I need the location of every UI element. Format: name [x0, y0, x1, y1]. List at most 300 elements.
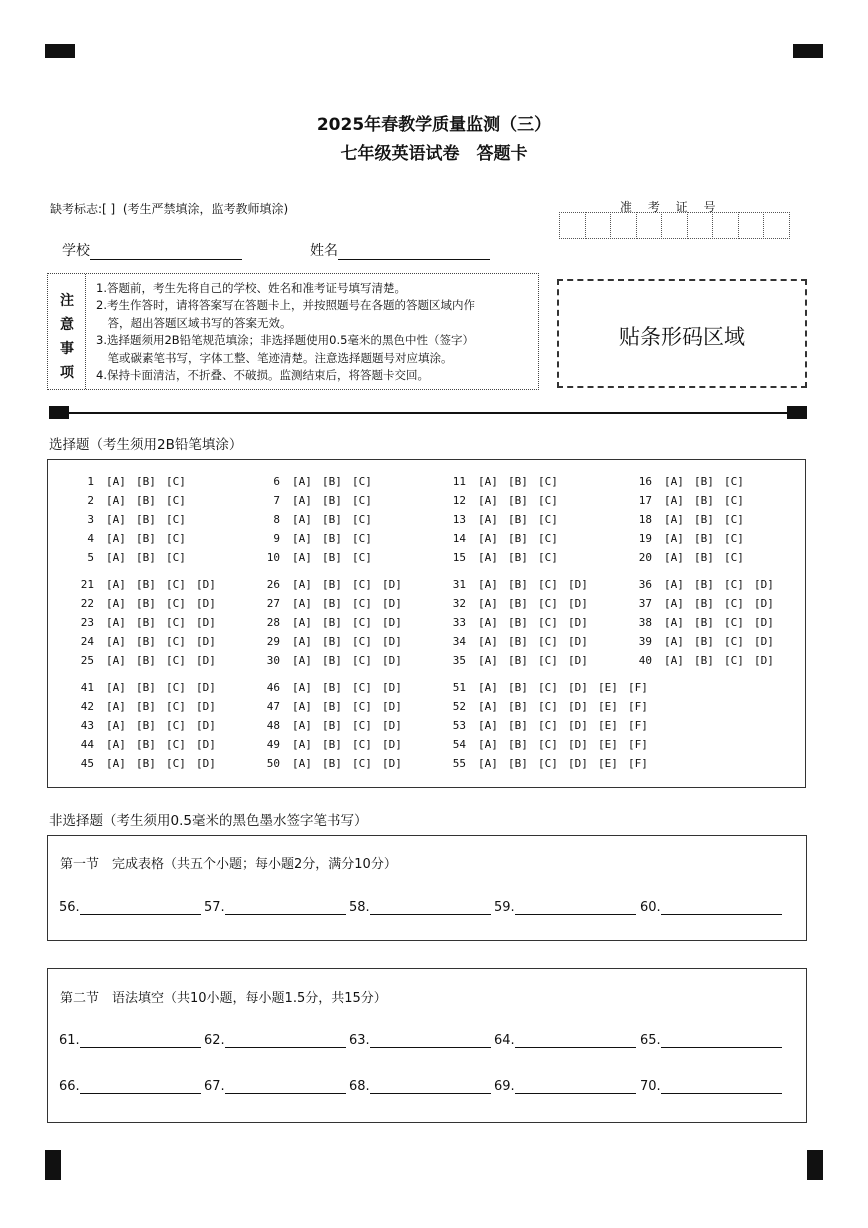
barcode-area	[557, 279, 807, 388]
answer-bubble[interactable]: [A]	[106, 738, 126, 751]
answer-bubble[interactable]: [C]	[352, 494, 372, 507]
answer-bubble[interactable]: [E]	[598, 719, 618, 732]
answer-bubble[interactable]: [D]	[196, 681, 216, 694]
answer-bubble[interactable]: [D]	[568, 578, 588, 591]
answer-bubble[interactable]: [B]	[322, 738, 342, 751]
answer-bubble[interactable]: [B]	[508, 597, 528, 610]
answer-bubble[interactable]: [B]	[508, 719, 528, 732]
fill-blank[interactable]	[494, 1079, 636, 1094]
answer-bubble[interactable]: [C]	[538, 532, 558, 545]
answer-bubble[interactable]: [A]	[664, 635, 684, 648]
mcq-question-row	[624, 616, 784, 630]
school-field[interactable]	[62, 240, 242, 260]
answer-bubble[interactable]: [D]	[754, 654, 774, 667]
question-number: 32	[452, 597, 466, 610]
answer-bubble[interactable]: [B]	[694, 475, 714, 488]
answer-bubble[interactable]: [B]	[136, 700, 156, 713]
answer-bubble[interactable]: [C]	[166, 738, 186, 751]
answer-bubble[interactable]: [B]	[136, 578, 156, 591]
answer-bubble[interactable]: [A]	[478, 551, 498, 564]
question-number: 36	[638, 578, 652, 591]
answer-bubble[interactable]: [B]	[136, 757, 156, 770]
answer-bubble[interactable]: [B]	[322, 597, 342, 610]
exam-id-cell[interactable]	[687, 212, 714, 239]
fill-blank[interactable]	[640, 1033, 782, 1048]
answer-bubble[interactable]: [D]	[196, 616, 216, 629]
answer-bubble[interactable]: [B]	[508, 494, 528, 507]
answer-bubble[interactable]: [B]	[322, 654, 342, 667]
answer-bubble[interactable]: [B]	[694, 513, 714, 526]
answer-bubble[interactable]: [C]	[352, 513, 372, 526]
fill-blank[interactable]	[59, 900, 201, 915]
blank-line[interactable]	[370, 1034, 491, 1048]
absent-mark-label: 缺考标志:[ ] (考生严禁填涂，监考教师填涂)	[50, 202, 289, 216]
answer-bubble[interactable]: [F]	[628, 719, 648, 732]
answer-bubble[interactable]: [C]	[166, 475, 186, 488]
answer-bubble[interactable]: [A]	[478, 681, 498, 694]
answer-bubble[interactable]: [A]	[292, 654, 312, 667]
answer-bubble[interactable]: [C]	[166, 681, 186, 694]
answer-bubble[interactable]: [C]	[352, 597, 372, 610]
answer-bubble[interactable]: [A]	[292, 532, 312, 545]
answer-bubble[interactable]: [B]	[508, 681, 528, 694]
answer-bubble[interactable]: [A]	[292, 757, 312, 770]
fill-blank[interactable]	[204, 1079, 346, 1094]
answer-bubble[interactable]: [B]	[694, 494, 714, 507]
answer-bubble[interactable]: [A]	[106, 532, 126, 545]
answer-bubble[interactable]: [B]	[694, 532, 714, 545]
question-number: 6	[273, 475, 280, 488]
answer-bubble[interactable]: [B]	[322, 475, 342, 488]
answer-bubble[interactable]: [C]	[166, 700, 186, 713]
answer-bubble[interactable]: [B]	[322, 578, 342, 591]
answer-bubble[interactable]: [C]	[724, 551, 744, 564]
answer-bubble[interactable]: [D]	[382, 616, 402, 629]
answer-bubble[interactable]: [B]	[508, 738, 528, 751]
answer-bubble[interactable]: [A]	[478, 700, 498, 713]
separator-line	[68, 412, 788, 414]
name-label: 姓名	[310, 243, 338, 259]
answer-bubble[interactable]: [E]	[598, 738, 618, 751]
answer-bubble[interactable]: [A]	[478, 757, 498, 770]
answer-bubble[interactable]: [D]	[754, 597, 774, 610]
answer-bubble[interactable]: [C]	[724, 635, 744, 648]
blank-line[interactable]	[225, 1034, 346, 1048]
mcq-question-row	[252, 700, 412, 714]
answer-bubble[interactable]: [A]	[664, 475, 684, 488]
answer-bubble[interactable]: [E]	[598, 757, 618, 770]
exam-id-cell[interactable]	[661, 212, 688, 239]
answer-bubble[interactable]: [C]	[724, 654, 744, 667]
notice-side-char: 意	[60, 317, 74, 333]
answer-bubble[interactable]: [B]	[694, 578, 714, 591]
blank-line[interactable]	[80, 1080, 201, 1094]
mcq-question-row	[66, 635, 226, 649]
answer-bubble[interactable]: [C]	[166, 757, 186, 770]
answer-bubble[interactable]: [B]	[136, 597, 156, 610]
answer-bubble[interactable]: [B]	[136, 616, 156, 629]
answer-bubble[interactable]: [D]	[196, 700, 216, 713]
fill-blank[interactable]	[204, 900, 346, 915]
answer-bubble[interactable]: [C]	[352, 551, 372, 564]
fill-blank[interactable]	[349, 1033, 491, 1048]
answer-bubble[interactable]: [D]	[568, 635, 588, 648]
mcq-question-row	[624, 654, 784, 668]
answer-bubble[interactable]: [C]	[166, 551, 186, 564]
answer-bubble[interactable]: [E]	[598, 681, 618, 694]
answer-bubble[interactable]: [C]	[352, 719, 372, 732]
answer-bubble[interactable]: [A]	[106, 700, 126, 713]
answer-bubble[interactable]: [C]	[166, 635, 186, 648]
answer-bubble[interactable]: [C]	[352, 578, 372, 591]
answer-bubble[interactable]: [C]	[166, 578, 186, 591]
answer-bubble[interactable]: [B]	[136, 635, 156, 648]
answer-bubble[interactable]: [A]	[106, 578, 126, 591]
answer-bubble[interactable]: [B]	[694, 635, 714, 648]
blank-line[interactable]	[225, 901, 346, 915]
blank-line[interactable]	[515, 1080, 636, 1094]
answer-bubble[interactable]: [C]	[538, 551, 558, 564]
answer-bubble[interactable]: [C]	[538, 494, 558, 507]
blank-line[interactable]	[80, 1034, 201, 1048]
answer-bubble[interactable]: [C]	[538, 738, 558, 751]
mcq-question-row	[252, 532, 382, 546]
answer-bubble[interactable]: [A]	[106, 616, 126, 629]
answer-bubble[interactable]: [D]	[196, 597, 216, 610]
answer-bubble[interactable]: [C]	[166, 513, 186, 526]
answer-bubble[interactable]: [C]	[538, 757, 558, 770]
answer-bubble[interactable]: [A]	[292, 700, 312, 713]
answer-bubble[interactable]: [C]	[352, 635, 372, 648]
answer-bubble[interactable]: [A]	[106, 635, 126, 648]
answer-bubble[interactable]: [C]	[538, 719, 558, 732]
answer-bubble[interactable]: [A]	[292, 597, 312, 610]
answer-bubble[interactable]: [D]	[568, 654, 588, 667]
answer-bubble[interactable]: [A]	[478, 597, 498, 610]
answer-bubble[interactable]: [C]	[724, 597, 744, 610]
answer-bubble[interactable]: [D]	[568, 681, 588, 694]
answer-bubble[interactable]: [D]	[754, 616, 774, 629]
answer-bubble[interactable]: [C]	[724, 513, 744, 526]
name-field[interactable]	[310, 240, 490, 260]
blank-line[interactable]	[515, 1034, 636, 1048]
answer-bubble[interactable]: [F]	[628, 738, 648, 751]
answer-bubble[interactable]: [B]	[322, 494, 342, 507]
exam-id-cell[interactable]	[636, 212, 663, 239]
answer-bubble[interactable]: [A]	[664, 597, 684, 610]
answer-bubble[interactable]: [A]	[664, 513, 684, 526]
answer-bubble[interactable]: [B]	[694, 597, 714, 610]
answer-bubble[interactable]: [A]	[292, 616, 312, 629]
blank-line[interactable]	[515, 901, 636, 915]
answer-bubble[interactable]: [B]	[322, 513, 342, 526]
fill-blank[interactable]	[59, 1079, 201, 1094]
answer-bubble[interactable]: [B]	[508, 475, 528, 488]
mcq-question-row	[624, 597, 784, 611]
section1-title: 第一节 完成表格（共五个小题；每小题2分，满分10分）	[60, 857, 397, 872]
answer-bubble[interactable]: [B]	[136, 475, 156, 488]
answer-bubble[interactable]: [B]	[508, 635, 528, 648]
mcq-question-row	[438, 700, 658, 714]
answer-bubble[interactable]: [B]	[136, 532, 156, 545]
answer-bubble[interactable]: [A]	[478, 654, 498, 667]
answer-bubble[interactable]: [D]	[382, 719, 402, 732]
answer-bubble[interactable]: [D]	[568, 757, 588, 770]
answer-bubble[interactable]: [C]	[166, 597, 186, 610]
answer-bubble[interactable]: [A]	[478, 513, 498, 526]
answer-bubble[interactable]: [D]	[568, 700, 588, 713]
fill-blank[interactable]	[349, 1079, 491, 1094]
blank-number: 65.	[640, 1033, 661, 1048]
answer-bubble[interactable]: [D]	[196, 635, 216, 648]
answer-bubble[interactable]: [A]	[106, 654, 126, 667]
answer-bubble[interactable]: [C]	[724, 475, 744, 488]
answer-bubble[interactable]: [A]	[478, 494, 498, 507]
question-number: 18	[638, 513, 652, 526]
mcq-question-row	[624, 532, 754, 546]
answer-bubble[interactable]: [B]	[694, 551, 714, 564]
answer-bubble[interactable]: [D]	[382, 578, 402, 591]
answer-bubble[interactable]: [B]	[322, 700, 342, 713]
answer-bubble[interactable]: [C]	[166, 532, 186, 545]
fill-blank[interactable]	[349, 900, 491, 915]
answer-bubble[interactable]: [D]	[196, 654, 216, 667]
blank-line[interactable]	[370, 1080, 491, 1094]
answer-bubble[interactable]: [A]	[292, 475, 312, 488]
answer-bubble[interactable]: [A]	[664, 654, 684, 667]
fill-blank[interactable]	[640, 1079, 782, 1094]
question-number: 28	[266, 616, 280, 629]
mcq-question-row	[438, 578, 598, 592]
exam-id-cell[interactable]	[763, 212, 790, 239]
fill-blank[interactable]	[640, 900, 782, 915]
answer-bubble[interactable]: [A]	[664, 616, 684, 629]
answer-bubble[interactable]: [B]	[136, 494, 156, 507]
answer-bubble[interactable]: [A]	[106, 475, 126, 488]
mcq-question-row	[252, 635, 412, 649]
answer-bubble[interactable]: [A]	[292, 494, 312, 507]
fill-blank[interactable]	[204, 1033, 346, 1048]
answer-bubble[interactable]: [D]	[382, 700, 402, 713]
answer-bubble[interactable]: [A]	[478, 532, 498, 545]
answer-bubble[interactable]: [E]	[598, 700, 618, 713]
question-number: 42	[80, 700, 94, 713]
notice-line: 4.保持卡面清洁，不折叠、不破损。监测结束后，将答题卡交回。	[96, 368, 429, 383]
answer-bubble[interactable]: [A]	[106, 513, 126, 526]
question-number: 19	[638, 532, 652, 545]
mcq-question-row	[66, 494, 196, 508]
answer-bubble[interactable]: [D]	[196, 738, 216, 751]
answer-bubble[interactable]: [B]	[508, 757, 528, 770]
fill-blank[interactable]	[494, 1033, 636, 1048]
answer-bubble[interactable]: [A]	[106, 719, 126, 732]
answer-bubble[interactable]: [B]	[136, 513, 156, 526]
answer-bubble[interactable]: [A]	[106, 494, 126, 507]
answer-bubble[interactable]: [F]	[628, 700, 648, 713]
answer-bubble[interactable]: [B]	[508, 700, 528, 713]
answer-bubble[interactable]: [C]	[724, 578, 744, 591]
answer-bubble[interactable]: [B]	[136, 681, 156, 694]
answer-bubble[interactable]: [B]	[136, 738, 156, 751]
answer-bubble[interactable]: [D]	[568, 719, 588, 732]
mcq-question-row	[252, 757, 412, 771]
answer-bubble[interactable]: [A]	[478, 578, 498, 591]
blank-line[interactable]	[370, 901, 491, 915]
question-number: 48	[266, 719, 280, 732]
exam-id-cell[interactable]	[610, 212, 637, 239]
answer-bubble[interactable]: [B]	[322, 719, 342, 732]
answer-bubble[interactable]: [C]	[538, 616, 558, 629]
answer-bubble[interactable]: [B]	[136, 654, 156, 667]
answer-bubble[interactable]: [A]	[106, 597, 126, 610]
answer-bubble[interactable]: [A]	[478, 616, 498, 629]
answer-bubble[interactable]: [D]	[568, 738, 588, 751]
answer-bubble[interactable]: [D]	[196, 757, 216, 770]
answer-bubble[interactable]: [D]	[196, 719, 216, 732]
answer-bubble[interactable]: [D]	[568, 616, 588, 629]
answer-bubble[interactable]: [D]	[568, 597, 588, 610]
answer-bubble[interactable]: [A]	[292, 551, 312, 564]
answer-bubble[interactable]: [C]	[352, 738, 372, 751]
answer-bubble[interactable]: [A]	[292, 513, 312, 526]
answer-bubble[interactable]: [B]	[322, 757, 342, 770]
answer-bubble[interactable]: [D]	[382, 635, 402, 648]
answer-bubble[interactable]: [C]	[724, 616, 744, 629]
exam-id-cell[interactable]	[559, 212, 586, 239]
answer-bubble[interactable]: [C]	[166, 654, 186, 667]
answer-bubble[interactable]: [C]	[166, 719, 186, 732]
blank-number: 56.	[59, 900, 80, 915]
answer-bubble[interactable]: [B]	[694, 616, 714, 629]
blank-line[interactable]	[80, 901, 201, 915]
blank-line[interactable]	[661, 1080, 782, 1094]
answer-bubble[interactable]: [B]	[136, 719, 156, 732]
answer-bubble[interactable]: [B]	[508, 513, 528, 526]
answer-bubble[interactable]: [A]	[478, 719, 498, 732]
answer-bubble[interactable]: [C]	[166, 616, 186, 629]
answer-bubble[interactable]: [A]	[106, 551, 126, 564]
answer-bubble[interactable]: [C]	[352, 654, 372, 667]
answer-bubble[interactable]: [F]	[628, 681, 648, 694]
fill-blank[interactable]	[59, 1033, 201, 1048]
answer-bubble[interactable]: [B]	[694, 654, 714, 667]
answer-bubble[interactable]: [B]	[136, 551, 156, 564]
mcq-question-row	[624, 513, 754, 527]
answer-bubble[interactable]: [F]	[628, 757, 648, 770]
answer-bubble[interactable]: [C]	[352, 681, 372, 694]
mcq-question-row	[252, 551, 382, 565]
answer-bubble[interactable]: [C]	[538, 597, 558, 610]
answer-bubble[interactable]: [A]	[106, 681, 126, 694]
page-title: 2025年春教学质量监测（三）	[316, 115, 552, 135]
question-number: 25	[80, 654, 94, 667]
name-line[interactable]	[338, 245, 490, 260]
answer-bubble[interactable]: [A]	[106, 757, 126, 770]
answer-bubble[interactable]: [C]	[352, 532, 372, 545]
answer-bubble[interactable]: [A]	[478, 635, 498, 648]
answer-bubble[interactable]: [C]	[538, 578, 558, 591]
answer-bubble[interactable]: [A]	[292, 719, 312, 732]
answer-bubble[interactable]: [A]	[478, 475, 498, 488]
mcq-question-row	[624, 578, 784, 592]
school-line[interactable]	[90, 245, 242, 260]
answer-bubble[interactable]: [D]	[754, 635, 774, 648]
answer-bubble[interactable]: [C]	[538, 654, 558, 667]
answer-bubble[interactable]: [D]	[382, 597, 402, 610]
answer-bubble[interactable]: [A]	[478, 738, 498, 751]
answer-bubble[interactable]: [D]	[382, 757, 402, 770]
mcq-question-row	[624, 551, 754, 565]
school-label: 学校	[62, 243, 90, 259]
answer-bubble[interactable]: [C]	[538, 681, 558, 694]
exam-id-cell[interactable]	[712, 212, 739, 239]
answer-bubble[interactable]: [B]	[322, 551, 342, 564]
question-number: 17	[638, 494, 652, 507]
question-number: 2	[87, 494, 94, 507]
answer-bubble[interactable]: [B]	[508, 532, 528, 545]
answer-bubble[interactable]: [C]	[352, 475, 372, 488]
answer-bubble[interactable]: [B]	[508, 616, 528, 629]
question-number: 24	[80, 635, 94, 648]
answer-bubble[interactable]: [C]	[538, 700, 558, 713]
answer-bubble[interactable]: [C]	[538, 513, 558, 526]
blank-number: 68.	[349, 1079, 370, 1094]
blank-line[interactable]	[661, 1034, 782, 1048]
fill-blank[interactable]	[494, 900, 636, 915]
answer-bubble[interactable]: [C]	[724, 494, 744, 507]
section1-box	[47, 835, 807, 941]
answer-bubble[interactable]: [A]	[664, 532, 684, 545]
answer-bubble[interactable]: [C]	[352, 616, 372, 629]
answer-bubble[interactable]: [A]	[664, 578, 684, 591]
answer-bubble[interactable]: [D]	[382, 681, 402, 694]
answer-bubble[interactable]: [C]	[538, 475, 558, 488]
answer-bubble[interactable]: [A]	[292, 681, 312, 694]
exam-id-label: 准 考 证 号	[620, 200, 722, 214]
answer-bubble[interactable]: [B]	[322, 532, 342, 545]
answer-bubble[interactable]: [D]	[382, 654, 402, 667]
answer-bubble[interactable]: [B]	[322, 635, 342, 648]
answer-bubble[interactable]: [C]	[724, 532, 744, 545]
answer-bubble[interactable]: [A]	[292, 738, 312, 751]
answer-bubble[interactable]: [D]	[754, 578, 774, 591]
question-number: 14	[452, 532, 466, 545]
answer-bubble[interactable]: [A]	[292, 635, 312, 648]
answer-bubble[interactable]: [A]	[664, 494, 684, 507]
exam-id-cell[interactable]	[738, 212, 765, 239]
question-number: 16	[638, 475, 652, 488]
blank-line[interactable]	[661, 901, 782, 915]
mcq-question-row	[66, 475, 196, 489]
answer-bubble[interactable]: [B]	[508, 578, 528, 591]
exam-id-grid[interactable]	[560, 212, 790, 239]
mcq-question-row	[252, 616, 412, 630]
answer-bubble[interactable]: [A]	[664, 551, 684, 564]
answer-bubble[interactable]: [B]	[508, 654, 528, 667]
answer-bubble[interactable]: [B]	[508, 551, 528, 564]
answer-bubble[interactable]: [D]	[382, 738, 402, 751]
blank-line[interactable]	[225, 1080, 346, 1094]
answer-bubble[interactable]: [A]	[292, 578, 312, 591]
answer-bubble[interactable]: [C]	[352, 700, 372, 713]
answer-bubble[interactable]: [D]	[196, 578, 216, 591]
exam-id-cell[interactable]	[585, 212, 612, 239]
answer-bubble[interactable]: [C]	[166, 494, 186, 507]
answer-bubble[interactable]: [B]	[322, 616, 342, 629]
answer-bubble[interactable]: [C]	[538, 635, 558, 648]
answer-bubble[interactable]: [C]	[352, 757, 372, 770]
answer-bubble[interactable]: [B]	[322, 681, 342, 694]
